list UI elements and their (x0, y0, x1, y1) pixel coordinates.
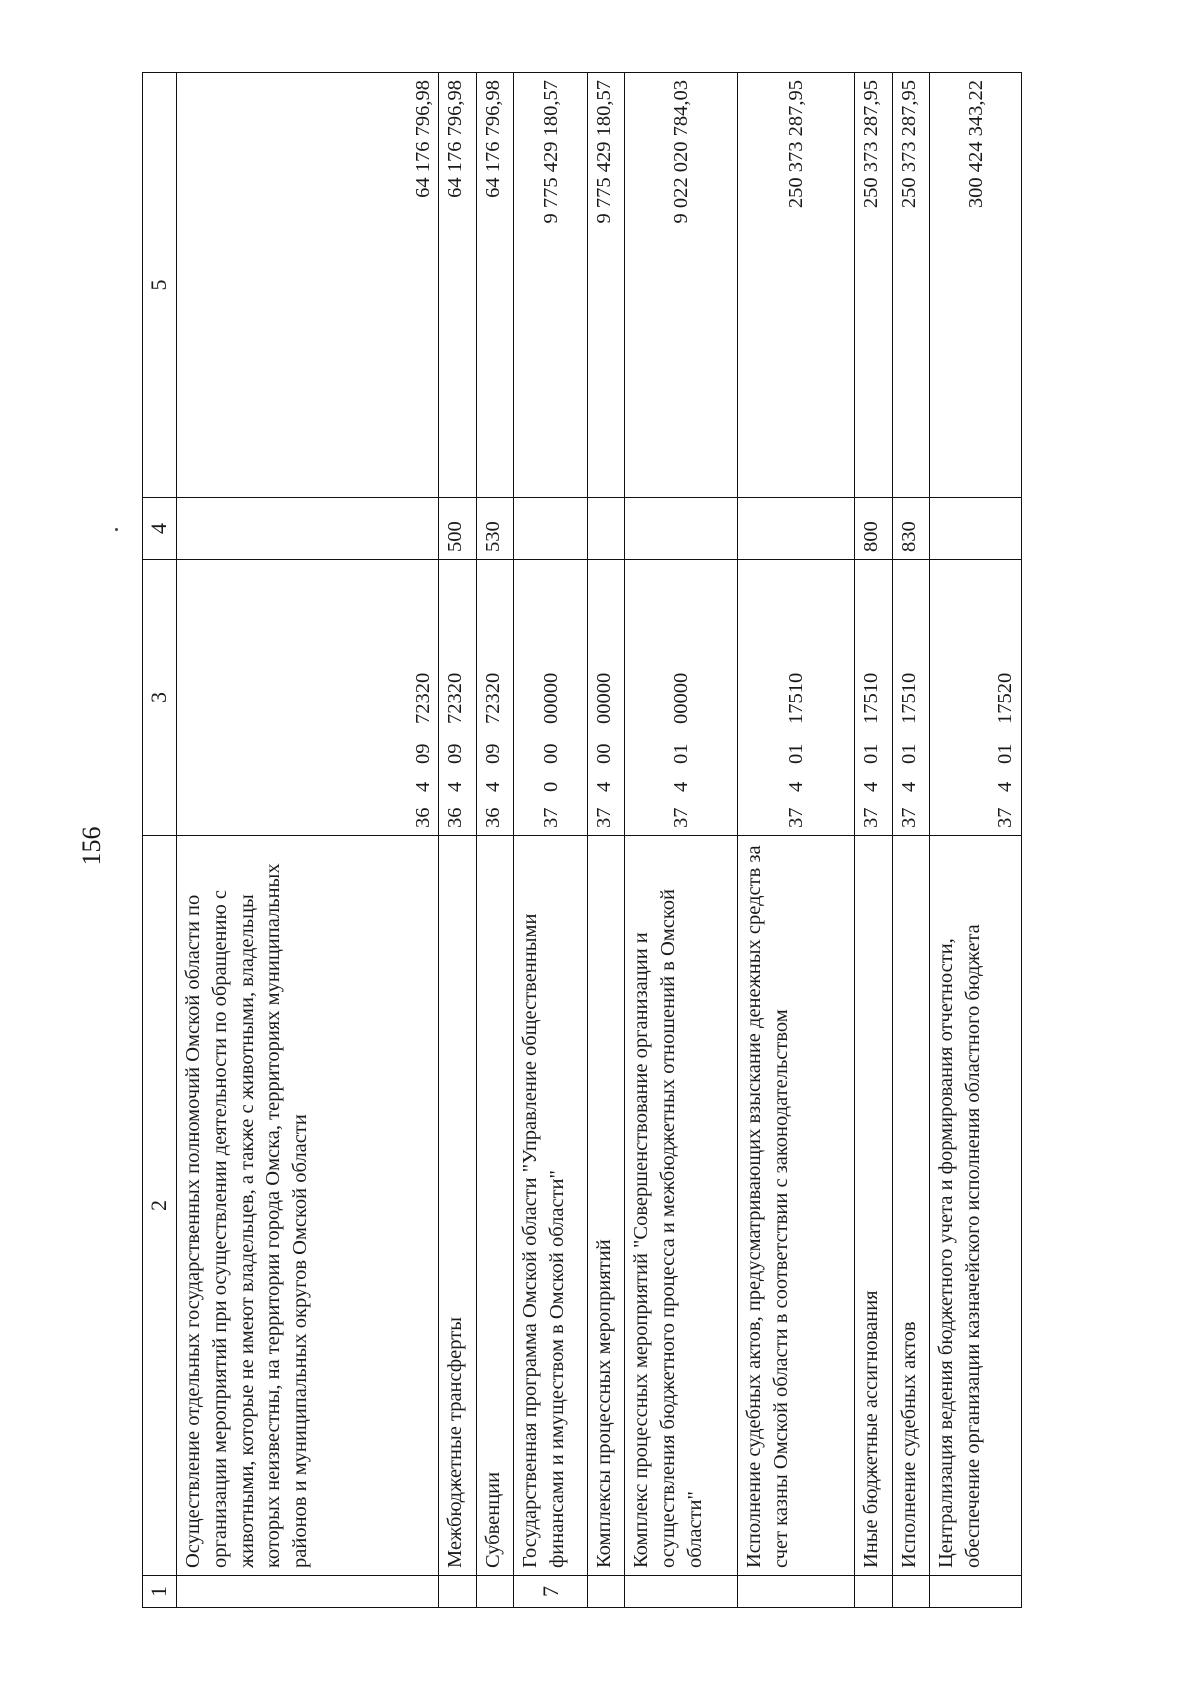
row-expense-type (587, 498, 624, 560)
code-part: 4 (444, 781, 467, 792)
row-code (855, 560, 892, 836)
code-part: 4 (785, 781, 808, 792)
header-col-5: 5 (143, 73, 177, 498)
code-part: 37 (860, 807, 883, 828)
budget-table (142, 72, 1022, 1608)
row-number (625, 1576, 738, 1608)
code-part: 00 (592, 743, 615, 764)
table-row (514, 73, 588, 1608)
code-part: 01 (860, 743, 883, 764)
row-amount: 250 373 287,95 (892, 73, 929, 498)
code-part: 36 (481, 807, 504, 828)
table-row (737, 73, 854, 1608)
row-expense-type (625, 498, 738, 560)
code-part: 17510 (785, 672, 808, 724)
row-name: Исполнение судебных актов, предусматривающих взыскание денежных средств за счет казны Омской области в соответствии с законодательством (737, 836, 854, 1576)
row-name: Комплекс процессных мероприятий "Совершенствование организации и осуществления бюджетного процесса и межбюджетных отношений в Омской области" (625, 836, 738, 1576)
code-part: 09 (444, 743, 467, 764)
header-col-4: 4 (143, 498, 177, 560)
row-code (892, 560, 929, 836)
page-number: 156 (77, 826, 106, 866)
code-part: 72320 (444, 672, 467, 724)
code-part: 00000 (539, 672, 562, 724)
row-name: Исполнение судебных актов (892, 836, 929, 1576)
code-part: 4 (592, 781, 615, 792)
row-name: Централизация ведения бюджетного учета и формирования отчетности, обеспечение организации казначейского исполнения областного бюджета (930, 836, 1022, 1576)
row-number (892, 1576, 929, 1608)
row-amount: 64 176 796,98 (439, 73, 476, 498)
code-part: 01 (785, 743, 808, 764)
row-name: Межбюджетные трансферты (439, 836, 476, 1576)
header-col-3: 3 (143, 560, 177, 836)
row-expense-type (514, 498, 588, 560)
code-part: 00 (539, 743, 562, 764)
row-name: Комплексы процессных мероприятий (587, 836, 624, 1576)
rotated-table-container (142, 73, 1022, 1608)
table-row (625, 73, 738, 1608)
row-code (514, 560, 588, 836)
row-code (737, 560, 854, 836)
code-part: 37 (994, 807, 1017, 828)
scan-artifact-dot (115, 528, 118, 531)
row-expense-type: 530 (476, 498, 513, 560)
row-code (439, 560, 476, 836)
row-expense-type (737, 498, 854, 560)
code-part: 4 (670, 781, 693, 792)
row-amount: 300 424 343,22 (930, 73, 1022, 498)
table-row (855, 73, 892, 1608)
code-part: 09 (411, 743, 434, 764)
row-number (439, 1576, 476, 1608)
code-part: 0 (539, 781, 562, 792)
row-number (930, 1576, 1022, 1608)
row-number (476, 1576, 513, 1608)
code-part: 37 (670, 807, 693, 828)
code-part: 37 (897, 807, 920, 828)
table-row (930, 73, 1022, 1608)
code-part: 37 (785, 807, 808, 828)
row-code (930, 560, 1022, 836)
row-expense-type (930, 498, 1022, 560)
row-amount: 64 176 796,98 (177, 73, 439, 498)
row-amount: 9 022 020 784,03 (625, 73, 738, 498)
row-amount: 250 373 287,95 (737, 73, 854, 498)
row-expense-type (177, 498, 439, 560)
code-part: 37 (592, 807, 615, 828)
code-part: 4 (411, 781, 434, 792)
code-part: 4 (481, 781, 504, 792)
code-part: 36 (444, 807, 467, 828)
row-amount: 9 775 429 180,57 (587, 73, 624, 498)
row-name: Осуществление отдельных государственных полномочий Омской области по организации мероприятий при осуществлении деятельности по обращению с животными, которые не имеют владельцев, а также с животными, владельцы которых неизвестны, на территории города Омска, территориях муниципальных районов и муниципальных округов Омской области (177, 836, 439, 1576)
row-number (587, 1576, 624, 1608)
row-amount: 9 775 429 180,57 (514, 73, 588, 498)
code-part: 01 (897, 743, 920, 764)
code-part: 72320 (411, 672, 434, 724)
row-number: 7 (514, 1576, 588, 1608)
row-code (476, 560, 513, 836)
row-expense-type: 830 (892, 498, 929, 560)
code-part: 36 (411, 807, 434, 828)
row-number (855, 1576, 892, 1608)
code-part: 4 (994, 781, 1017, 792)
code-part: 4 (897, 781, 920, 792)
code-part: 72320 (481, 672, 504, 724)
header-col-2: 2 (143, 836, 177, 1576)
table-row (476, 73, 513, 1608)
table-row (892, 73, 929, 1608)
row-code (625, 560, 738, 836)
table-row (439, 73, 476, 1608)
table-header-row (143, 73, 177, 1608)
code-part: 00000 (592, 672, 615, 724)
code-part: 09 (481, 743, 504, 764)
row-expense-type: 500 (439, 498, 476, 560)
code-part: 17510 (897, 672, 920, 724)
row-number (737, 1576, 854, 1608)
table-row (587, 73, 624, 1608)
row-code (587, 560, 624, 836)
code-part: 00000 (670, 672, 693, 724)
code-part: 17520 (994, 672, 1017, 724)
code-part: 37 (539, 807, 562, 828)
code-part: 01 (994, 743, 1017, 764)
code-part: 4 (860, 781, 883, 792)
row-name: Государственная программа Омской области "Управление общественными финансами и имуществом в Омской области" (514, 836, 588, 1576)
row-amount: 64 176 796,98 (476, 73, 513, 498)
row-amount: 250 373 287,95 (855, 73, 892, 498)
row-code (177, 560, 439, 836)
row-number (177, 1576, 439, 1608)
row-name: Субвенции (476, 836, 513, 1576)
header-col-1: 1 (143, 1576, 177, 1608)
row-expense-type: 800 (855, 498, 892, 560)
code-part: 01 (670, 743, 693, 764)
table-row (177, 73, 439, 1608)
code-part: 17510 (860, 672, 883, 724)
row-name: Иные бюджетные ассигнования (855, 836, 892, 1576)
